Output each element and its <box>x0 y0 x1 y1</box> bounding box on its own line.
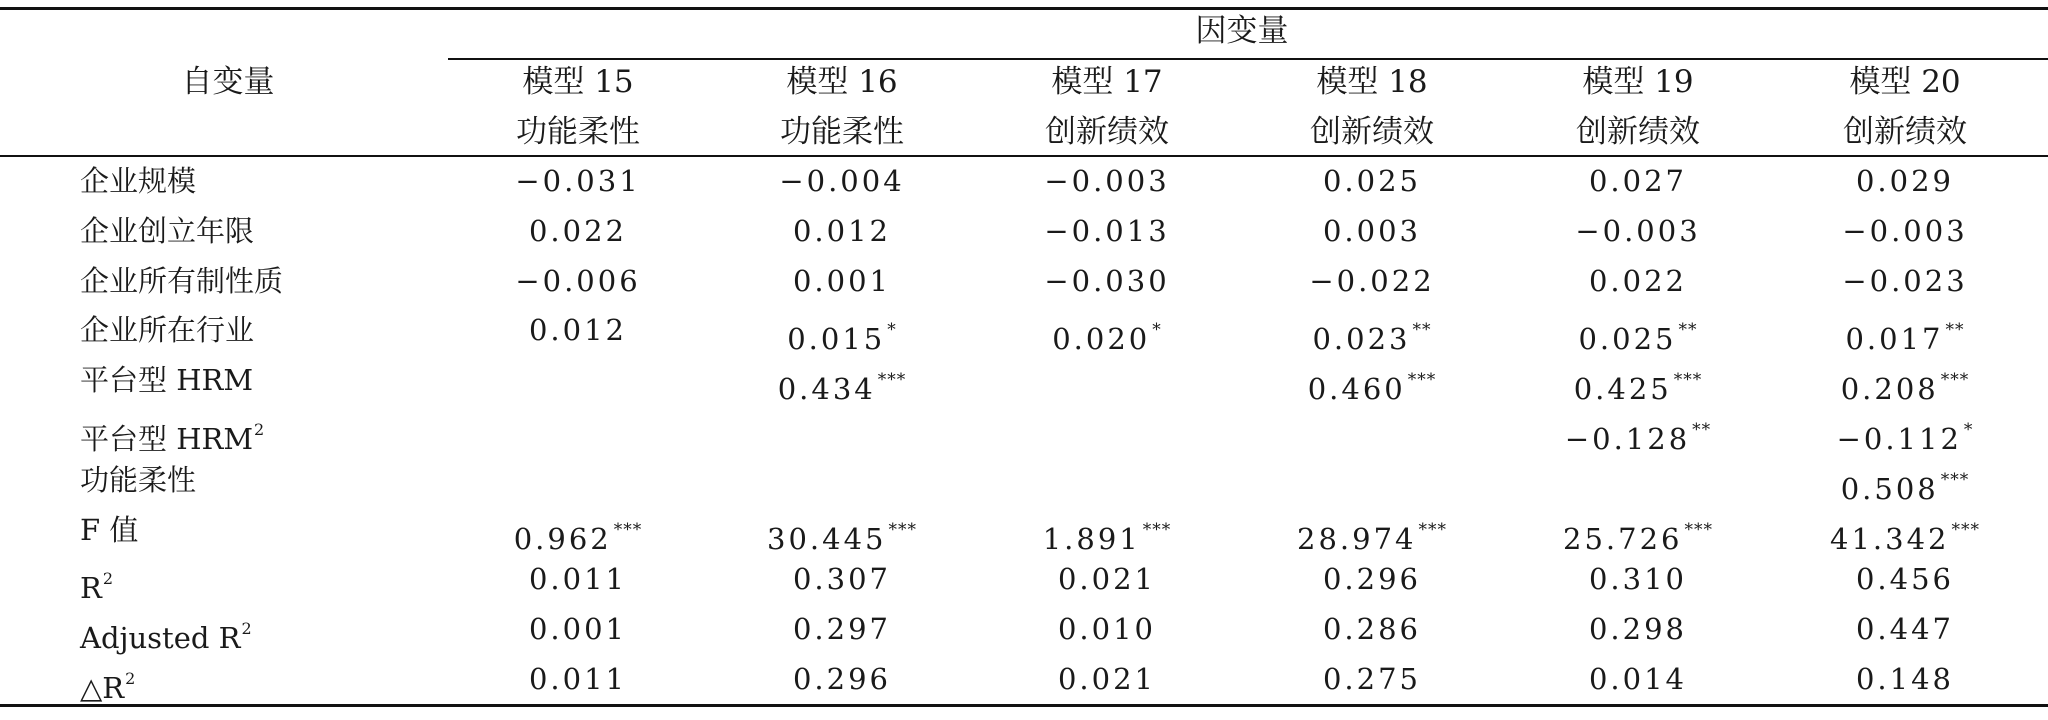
table-cell-coefficient <box>1308 362 1437 407</box>
significance-marker: *** <box>613 520 643 540</box>
table-cell-coefficient <box>793 561 891 597</box>
dependent-variable-header: 因变量 <box>1195 13 1289 49</box>
table-cell-coefficient <box>1841 362 1970 407</box>
table-cell-coefficient <box>1565 412 1711 457</box>
significance-marker: *** <box>1951 520 1980 540</box>
coefficient-value: 0.022 <box>1588 264 1688 298</box>
table-cell-coefficient <box>1842 263 1967 299</box>
table-cell-coefficient <box>514 512 643 557</box>
table-cell-coefficient <box>793 661 891 697</box>
coefficient-value: 0.001 <box>792 264 892 298</box>
coefficient-value: 0.962 <box>513 522 612 556</box>
coefficient-value: 0.027 <box>1588 164 1688 198</box>
coefficient-value: 0.025 <box>1322 164 1422 198</box>
coefficient-value: −0.013 <box>1044 214 1170 248</box>
coefficient-value: 0.296 <box>792 662 892 696</box>
table-cell-coefficient <box>778 362 907 407</box>
row-label: 平台型 HRM <box>80 363 254 397</box>
coefficient-value: 0.456 <box>1855 562 1955 596</box>
table-cell-coefficient <box>1044 213 1169 249</box>
coefficient-value: 0.010 <box>1057 612 1157 646</box>
top-rule <box>0 7 2048 10</box>
table-cell-coefficient <box>1323 561 1421 597</box>
table-cell-coefficient <box>1323 213 1421 249</box>
row-label: 平台型 HRM$^2$ <box>80 420 265 456</box>
coefficient-value: −0.003 <box>1044 164 1170 198</box>
coefficient-value: 0.001 <box>528 612 628 646</box>
coefficient-value: 0.014 <box>1588 662 1688 696</box>
coefficient-value: −0.023 <box>1842 264 1968 298</box>
row-label-superscript: 2 <box>241 619 252 638</box>
table-cell-coefficient <box>1574 362 1703 407</box>
coefficient-value: 0.310 <box>1588 562 1688 596</box>
significance-marker: ** <box>1945 320 1965 340</box>
bottom-rule <box>0 704 2048 707</box>
table-cell-coefficient <box>1297 512 1447 557</box>
coefficient-value: 0.508 <box>1840 472 1939 506</box>
significance-marker: * <box>1963 420 1974 440</box>
table-cell-coefficient <box>1845 312 1964 357</box>
model-dependent-variable-header: 功能柔性 <box>516 114 640 150</box>
row-label-superscript: 2 <box>102 569 114 588</box>
coefficient-value: −0.003 <box>1842 214 1968 248</box>
table-cell-coefficient <box>787 312 897 357</box>
dependent-variable-rule <box>448 58 2048 60</box>
coefficient-value: −0.031 <box>515 164 641 198</box>
coefficient-value: 0.296 <box>1322 562 1422 596</box>
row-label: 功能柔性 <box>80 463 197 497</box>
coefficient-value: −0.006 <box>515 264 641 298</box>
coefficient-value: 0.012 <box>792 214 892 248</box>
coefficient-value: 0.425 <box>1573 372 1672 406</box>
table-cell-coefficient <box>1312 312 1431 357</box>
coefficient-value: 0.021 <box>1057 562 1157 596</box>
table-cell-coefficient <box>1309 263 1434 299</box>
coefficient-value: 0.017 <box>1845 322 1944 356</box>
coefficient-value: 0.003 <box>1322 214 1422 248</box>
coefficient-value: 0.286 <box>1322 612 1422 646</box>
model-name-header: 模型 16 <box>786 64 898 100</box>
coefficient-value: 0.297 <box>792 612 892 646</box>
coefficient-value: 0.020 <box>1052 322 1151 356</box>
coefficient-value: 0.275 <box>1322 662 1422 696</box>
row-label: 企业所有制性质 <box>80 264 284 298</box>
coefficient-value: 0.298 <box>1588 612 1688 646</box>
table-cell-coefficient <box>1837 412 1974 457</box>
table-cell-coefficient <box>1830 512 1980 557</box>
significance-marker: *** <box>1142 520 1172 540</box>
table-cell-coefficient <box>793 213 891 249</box>
model-name-header: 模型 17 <box>1051 64 1163 100</box>
significance-marker: * <box>887 320 897 340</box>
model-dependent-variable-header: 创新绩效 <box>1045 114 1169 150</box>
coefficient-value: −0.030 <box>1044 264 1170 298</box>
significance-marker: ** <box>1678 320 1698 340</box>
significance-marker: *** <box>1684 520 1713 540</box>
coefficient-value: −0.003 <box>1575 214 1701 248</box>
table-cell-coefficient <box>793 263 891 299</box>
row-label: 企业规模 <box>80 164 197 198</box>
significance-marker: ** <box>1692 420 1712 440</box>
coefficient-value: −0.112 <box>1836 422 1962 456</box>
significance-marker: *** <box>877 370 907 390</box>
coefficient-value: 30.445 <box>767 522 887 556</box>
table-cell-coefficient <box>1323 611 1421 647</box>
table-cell-coefficient <box>767 512 917 557</box>
table-cell-coefficient <box>515 163 640 199</box>
significance-marker: *** <box>1940 370 1970 390</box>
table-cell-coefficient <box>529 661 627 697</box>
row-label: $R^2$ <box>80 569 114 605</box>
coefficient-value: 1.891 <box>1042 522 1141 556</box>
row-label: 企业所在行业 <box>80 313 255 347</box>
coefficient-value: 0.011 <box>528 662 628 696</box>
table-cell-coefficient <box>1323 661 1421 697</box>
table-cell-coefficient <box>1058 561 1156 597</box>
significance-marker: *** <box>1407 370 1437 390</box>
table-cell-coefficient <box>1058 611 1156 647</box>
table-cell-coefficient <box>1044 263 1169 299</box>
significance-marker: *** <box>888 520 917 540</box>
row-label: Adjusted $R^2$ <box>80 619 252 655</box>
table-cell-coefficient <box>1589 163 1687 199</box>
row-label: F 值 <box>80 513 139 547</box>
significance-marker: * <box>1152 320 1162 340</box>
table-cell-coefficient <box>529 312 627 348</box>
row-label: 企业创立年限 <box>80 214 255 248</box>
stub-header: 自变量 <box>181 64 275 100</box>
table-cell-coefficient <box>1563 512 1713 557</box>
coefficient-value: 0.021 <box>1057 662 1157 696</box>
model-name-header: 模型 19 <box>1582 64 1694 100</box>
significance-marker: ** <box>1412 320 1432 340</box>
table-cell-coefficient <box>1856 561 1954 597</box>
coefficient-value: 0.307 <box>792 562 892 596</box>
header-rule <box>0 155 2048 157</box>
significance-marker: *** <box>1673 370 1703 390</box>
coefficient-value: 25.726 <box>1563 522 1683 556</box>
table-cell-coefficient <box>515 263 640 299</box>
table-cell-coefficient <box>1589 561 1687 597</box>
table-cell-coefficient <box>1856 611 1954 647</box>
coefficient-value: 0.434 <box>777 372 876 406</box>
model-name-header: 模型 15 <box>522 64 634 100</box>
model-name-header: 模型 18 <box>1316 64 1428 100</box>
significance-marker: *** <box>1418 520 1447 540</box>
significance-marker: *** <box>1940 470 1970 490</box>
model-dependent-variable-header: 创新绩效 <box>1843 114 1967 150</box>
table-cell-coefficient <box>1043 512 1172 557</box>
row-label-superscript: 2 <box>254 420 265 439</box>
coefficient-value: 0.022 <box>528 214 628 248</box>
coefficient-value: 0.208 <box>1840 372 1939 406</box>
coefficient-value: 0.447 <box>1855 612 1955 646</box>
table-cell-coefficient <box>529 611 627 647</box>
table-cell-coefficient <box>529 213 627 249</box>
table-cell-coefficient <box>1856 661 1954 697</box>
coefficient-value: −0.128 <box>1564 422 1691 456</box>
table-cell-coefficient <box>793 611 891 647</box>
coefficient-value: 0.023 <box>1312 322 1411 356</box>
table-cell-coefficient <box>1589 611 1687 647</box>
coefficient-value: 41.342 <box>1830 522 1950 556</box>
model-name-header: 模型 20 <box>1849 64 1961 100</box>
table-cell-coefficient <box>1323 163 1421 199</box>
coefficient-value: 0.460 <box>1307 372 1406 406</box>
table-cell-coefficient <box>779 163 904 199</box>
row-label: $\triangle R^2$ <box>80 669 136 705</box>
coefficient-value: 0.012 <box>528 313 628 347</box>
table-cell-coefficient <box>1044 163 1169 199</box>
table-cell-coefficient <box>1575 213 1700 249</box>
row-label-superscript: 2 <box>125 669 136 688</box>
table-cell-coefficient <box>1058 661 1156 697</box>
coefficient-value: 0.015 <box>787 322 886 356</box>
table-cell-coefficient <box>1856 163 1954 199</box>
table-cell-coefficient <box>529 561 627 597</box>
table-cell-coefficient <box>1052 312 1162 357</box>
coefficient-value: 0.029 <box>1855 164 1955 198</box>
model-dependent-variable-header: 功能柔性 <box>780 114 904 150</box>
coefficient-value: −0.004 <box>779 164 905 198</box>
table-cell-coefficient <box>1589 661 1687 697</box>
coefficient-value: 0.011 <box>528 562 628 596</box>
table-cell-coefficient <box>1842 213 1967 249</box>
coefficient-value: 0.148 <box>1855 662 1955 696</box>
model-dependent-variable-header: 创新绩效 <box>1576 114 1700 150</box>
coefficient-value: 0.025 <box>1578 322 1677 356</box>
coefficient-value: 28.974 <box>1297 522 1417 556</box>
coefficient-value: −0.022 <box>1309 264 1435 298</box>
model-dependent-variable-header: 创新绩效 <box>1310 114 1434 150</box>
table-cell-coefficient <box>1589 263 1687 299</box>
table-cell-coefficient <box>1841 462 1970 507</box>
table-cell-coefficient <box>1578 312 1697 357</box>
